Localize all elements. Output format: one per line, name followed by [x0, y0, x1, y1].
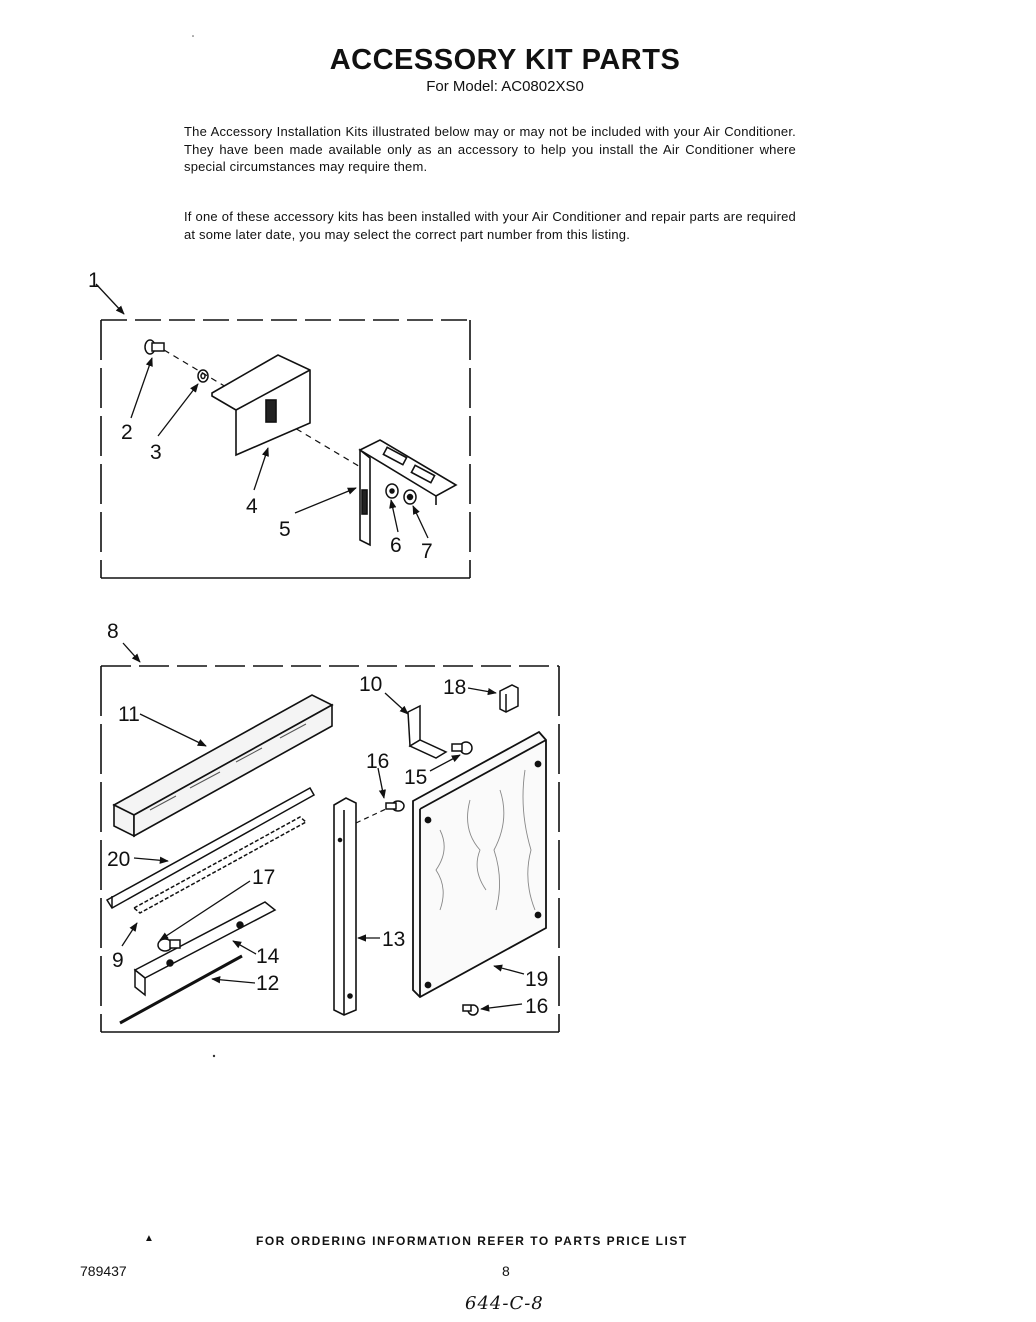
model-line: For Model: AC0802XS0 [426, 78, 584, 95]
callout-13: 13 [382, 928, 406, 951]
leader-19 [494, 966, 524, 974]
callout-8: 8 [107, 620, 119, 643]
leader-3 [158, 384, 198, 436]
foam-strip-icon [134, 817, 306, 913]
intro-paragraph-2: If one of these accessory kits has been installed with your Air Conditioner and repair parts are required at some later date, you may select the correct part number from this listing. [184, 209, 796, 242]
callout-20: 20 [107, 848, 131, 871]
callout-9: 9 [112, 949, 124, 972]
leader-6 [391, 500, 398, 532]
callout-4: 4 [246, 495, 258, 518]
intro-paragraph-1: The Accessory Installation Kits illustrated below may or may not be included with your Air Conditioner. They have been made available only as an accessory to help you install the Air Conditioner where special circumstances may require them. [184, 124, 796, 174]
screw-16-icon [386, 801, 404, 811]
leader-16b [481, 1004, 522, 1009]
screw-16b-icon [463, 1005, 478, 1015]
wood-beam-icon [114, 695, 332, 836]
callout-16-lower: 16 [525, 995, 549, 1018]
leader-4 [254, 448, 268, 490]
callout-17: 17 [252, 866, 276, 889]
nut-icon [386, 484, 398, 498]
leader-9 [122, 923, 137, 946]
leader-7 [413, 506, 428, 538]
page-number: 8 [502, 1263, 510, 1279]
block-icon [500, 685, 518, 712]
document-number: 789437 [80, 1263, 127, 1279]
footer-bullet: ▲ [144, 1233, 154, 1244]
screw-15-icon [452, 742, 472, 754]
leader-20 [134, 858, 168, 861]
callout-14: 14 [256, 945, 280, 968]
vertical-channel-icon [334, 798, 356, 1015]
leader-18 [468, 688, 496, 693]
callout-18: 18 [443, 676, 467, 699]
callout-1: 1 [88, 269, 100, 292]
small-bracket-icon [408, 706, 446, 758]
leader-2 [131, 358, 152, 418]
leader-1 [96, 284, 124, 314]
callout-10: 10 [359, 673, 383, 696]
leader-8 [123, 643, 140, 662]
panel-icon [413, 732, 549, 997]
callout-2: 2 [121, 421, 133, 444]
callout-15: 15 [404, 766, 428, 789]
scan-speck [192, 35, 194, 37]
leader-11 [140, 714, 206, 746]
screw-icon [145, 340, 164, 354]
callout-11: 11 [118, 703, 140, 726]
callout-19: 19 [525, 968, 549, 991]
leader-5 [295, 488, 356, 513]
leader-10 [385, 693, 408, 714]
channel-icon [135, 902, 275, 995]
handwritten-note: 644-C-8 [465, 1293, 544, 1314]
page-title: ACCESSORY KIT PARTS [329, 44, 681, 76]
leader-12 [212, 979, 255, 983]
callout-6: 6 [390, 534, 402, 557]
callout-3: 3 [150, 441, 162, 464]
leader-14 [233, 941, 256, 954]
callout-7: 7 [421, 540, 433, 563]
callout-16-upper: 16 [366, 750, 390, 773]
assembly-line-16 [356, 808, 388, 823]
lock-washer-icon [404, 490, 416, 504]
callout-5: 5 [279, 518, 291, 541]
callout-12: 12 [256, 972, 280, 995]
ordering-note: FOR ORDERING INFORMATION REFER TO PARTS PRICE LIST [256, 1234, 688, 1248]
cover-bracket-icon [212, 355, 310, 455]
scan-speck [213, 1055, 215, 1057]
